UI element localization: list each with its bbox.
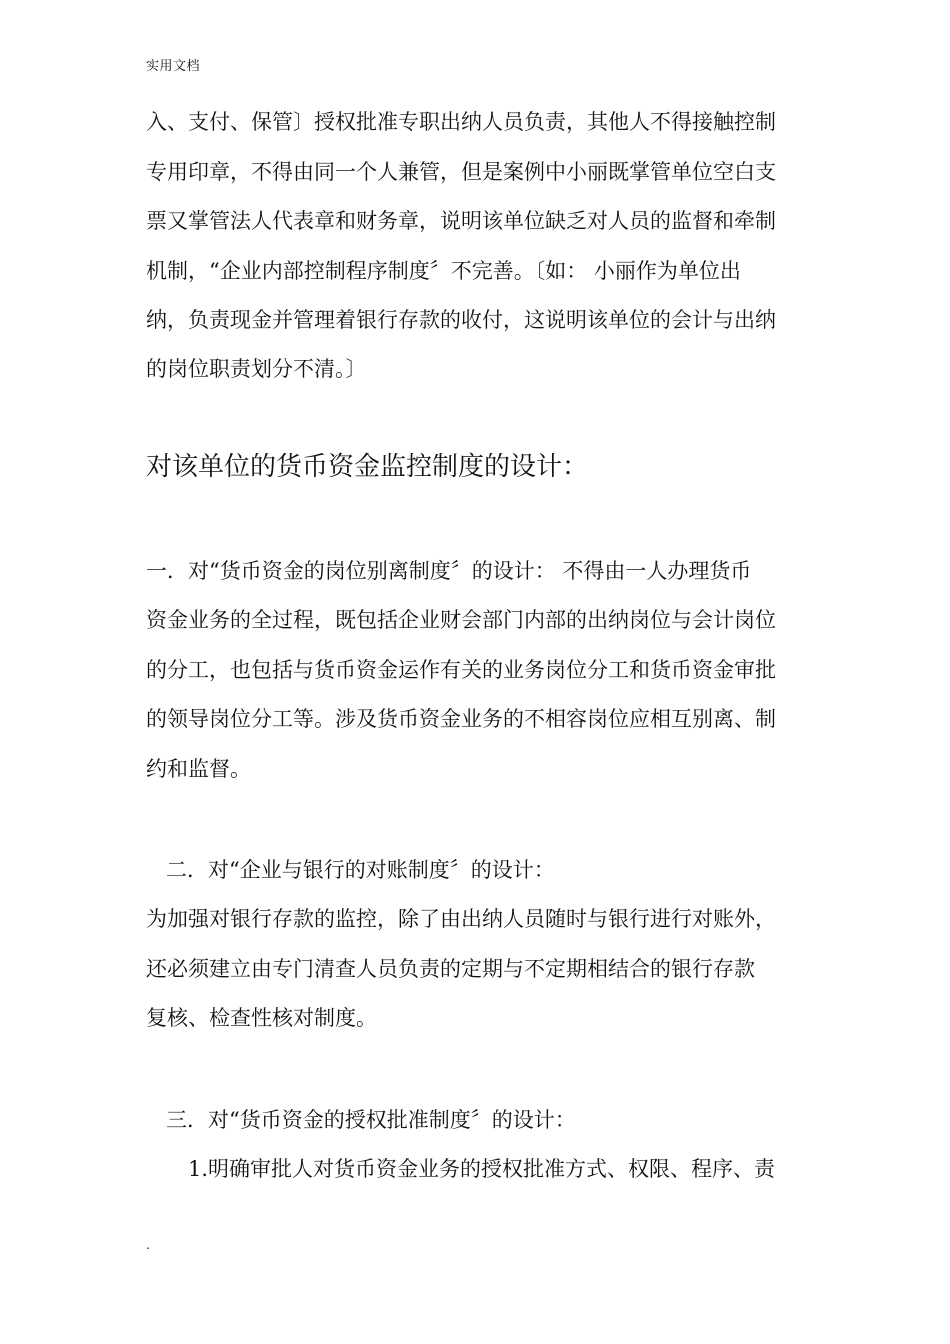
footer-mark: . bbox=[146, 1238, 150, 1252]
section-1-line: 约和监督。 bbox=[146, 757, 251, 781]
paragraph-1-line: 的岗位职责划分不清。〕 bbox=[146, 357, 367, 381]
page-header-label: 实用文档 bbox=[146, 59, 201, 74]
paragraph-1-line: 票又掌管法人代表章和财务章，说明该单位缺乏对人员的监督和牵制 bbox=[146, 209, 776, 233]
section-1-line: 一．对“货币资金的岗位别离制度〞的设计： 不得由一人办理货币 bbox=[146, 559, 752, 583]
paragraph-1-line: 入、支付、保管〕授权批准专职出纳人员负责，其他人不得接触控制 bbox=[146, 110, 776, 134]
section-1-line: 的领导岗位分工等。涉及货币资金业务的不相容岗位应相互别离、制 bbox=[146, 707, 776, 731]
section-1-line: 资金业务的全过程，既包括企业财会部门内部的出纳岗位与会计岗位 bbox=[146, 608, 776, 632]
section-1-line: 的分工，也包括与货币资金运作有关的业务岗位分工和货币资金审批 bbox=[146, 658, 776, 682]
paragraph-1-line: 专用印章，不得由同一个人兼管，但是案例中小丽既掌管单位空白支 bbox=[146, 160, 776, 184]
section-3-item-1: 1.明确审批人对货币资金业务的授权批准方式、权限、程序、责 bbox=[188, 1157, 776, 1181]
paragraph-1-line: 纳，负责现金并管理着银行存款的收付，这说明该单位的会计与出纳 bbox=[146, 308, 776, 332]
section-2-line: 还必须建立由专门清查人员负责的定期与不定期相结合的银行存款 bbox=[146, 957, 755, 981]
section-2-line: 为加强对银行存款的监控，除了由出纳人员随时与银行进行对账外， bbox=[146, 907, 776, 931]
paragraph-1-line: 机制，“企业内部控制程序制度〞不完善。〔如： 小丽作为单位出 bbox=[146, 259, 741, 283]
section-2-line: 复核、检查性核对制度。 bbox=[146, 1006, 377, 1030]
section-2-title: 二．对“企业与银行的对账制度〞的设计： bbox=[166, 858, 555, 882]
section-heading: 对该单位的货币资金监控制度的设计： bbox=[146, 452, 589, 482]
section-3-title: 三．对“货币资金的授权批准制度〞的设计： bbox=[166, 1108, 576, 1132]
